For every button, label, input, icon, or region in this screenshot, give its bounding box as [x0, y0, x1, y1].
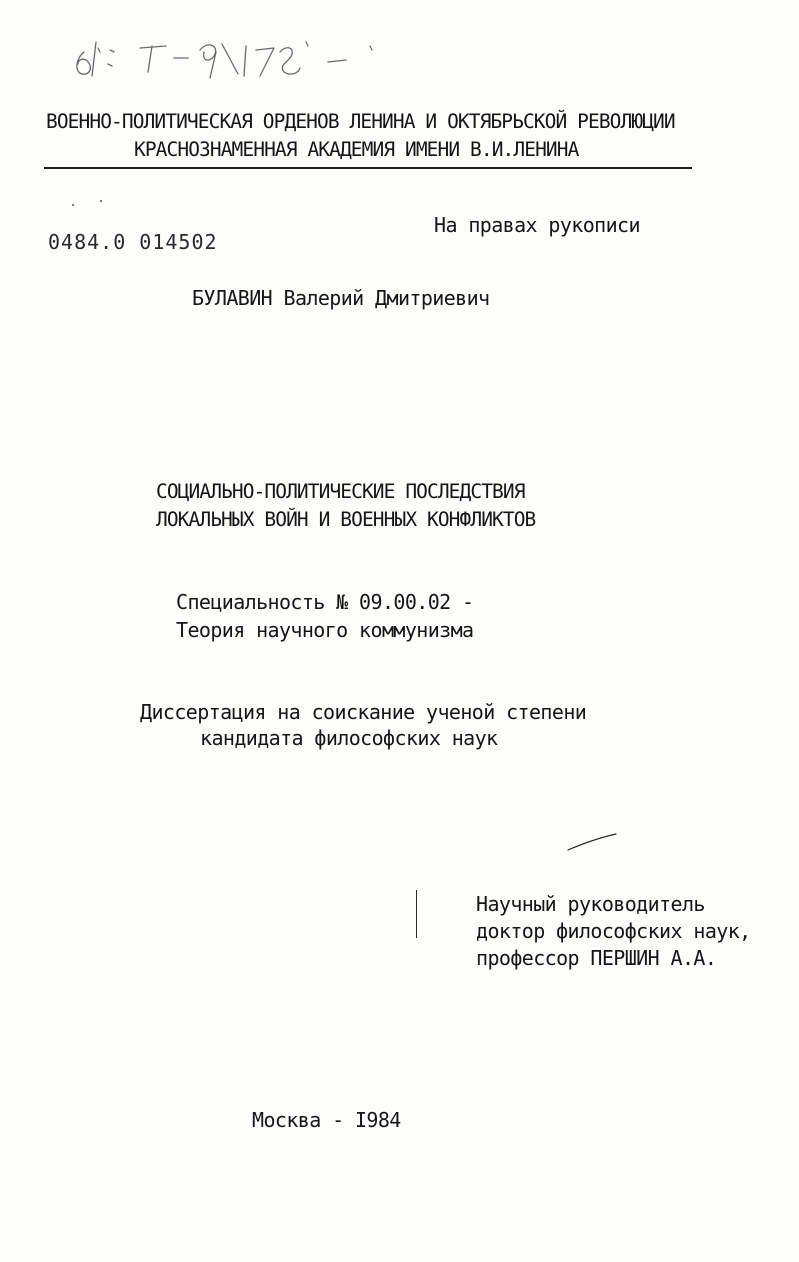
header-rule	[44, 167, 692, 169]
manuscript-rights: На правах рукописи	[434, 213, 640, 237]
pen-stroke	[566, 832, 618, 854]
institution-line-1: ВОЕННО-ПОЛИТИЧЕСКАЯ ОРДЕНОВ ЛЕНИНА И ОКТЯБРЬСКОЙ РЕВОЛЮЦИИ	[46, 110, 675, 133]
handwritten-note	[70, 28, 410, 80]
scan-speck	[100, 200, 102, 202]
dissertation-title-line-1: СОЦИАЛЬНО-ПОЛИТИЧЕСКИЕ ПОСЛЕДСТВИЯ	[156, 480, 525, 503]
author-name: БУЛАВИН Валерий Дмитриевич	[192, 286, 490, 310]
supervisor-margin-bar	[416, 890, 417, 938]
place-year: Москва - I984	[252, 1108, 401, 1132]
scan-speck	[72, 204, 74, 206]
handwritten-note-text: 61 : 7-9/175 - 1	[70, 28, 80, 29]
registration-number: 0484.0 014502	[48, 230, 218, 254]
supervisor-line-1: Научный руководитель	[476, 892, 705, 916]
dissertation-title-line-2: ЛОКАЛЬНЫХ ВОЙН И ВОЕННЫХ КОНФЛИКТОВ	[156, 508, 536, 531]
specialty-line-1: Специальность № 09.00.02 -	[176, 590, 474, 614]
specialty-line-2: Теория научного коммунизма	[176, 618, 474, 642]
supervisor-line-2: доктор философских наук,	[476, 919, 751, 943]
degree-line-2: кандидата философских наук	[200, 726, 498, 750]
degree-line-1: Диссертация на соискание ученой степени	[140, 700, 587, 724]
supervisor-line-3: профессор ПЕРШИН А.А.	[476, 946, 717, 970]
institution-line-2: КРАСНОЗНАМЕННАЯ АКАДЕМИЯ ИМЕНИ В.И.ЛЕНИНА	[134, 138, 579, 161]
